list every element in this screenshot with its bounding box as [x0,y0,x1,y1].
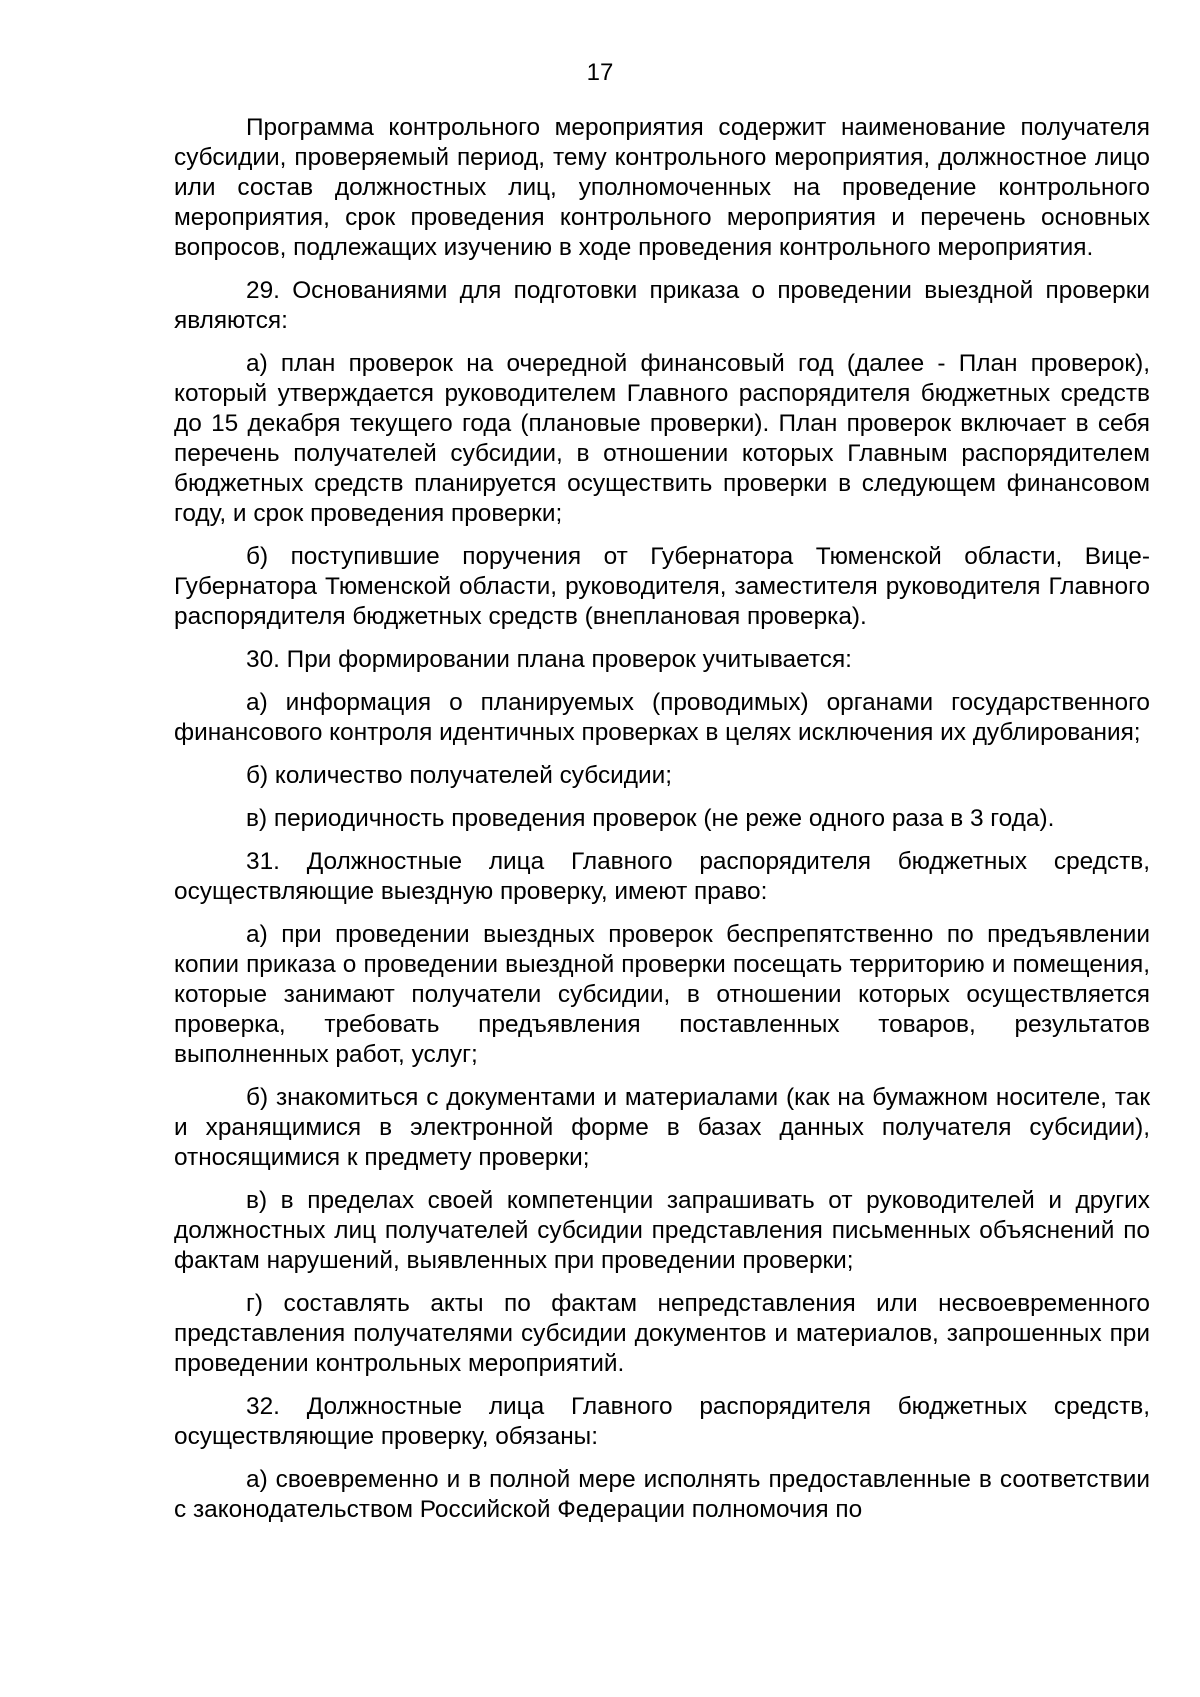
paragraph-31-b-documents: б) знакомиться с документами и материалами (как на бумажном носителе, так и хранящимися в электронной форме в базах данных получателя субсидии), относящимися к предмету проверки; [174,1084,1150,1171]
paragraph-31-a-access: а) при проведении выездных проверок беспрепятственно по предъявлении копии приказа о проведении выездной проверки посещать территорию и помещения, которые занимают получатели субсидии, в отношении которых осуществляется проверка, требовать предъявления поставленных товаров, результатов выполненных работ, услуг; [174,921,1150,1068]
page-number: 17 [586,59,614,86]
paragraph-32-duties: 32. Должностные лица Главного распорядителя бюджетных средств, осуществляющие проверку, обязаны: [174,1393,1150,1450]
paragraph-30-b-count: б) количество получателей субсидии; [246,762,673,789]
paragraph-32-a-execute: а) своевременно и в полной мере исполнять предоставленные в соответствии с законодательством Российской Федерации полномочия по [174,1466,1150,1523]
paragraph-29-b-orders: б) поступившие поручения от Губернатора Тюменской области, Вице-Губернатора Тюменской области, руководителя, заместителя руководителя Главного распорядителя бюджетных средств (внеплановая проверка). [174,543,1150,630]
paragraph-31-d-acts: г) составлять акты по фактам непредставления или несвоевременного представления получателями субсидии документов и материалов, запрошенных при проведении контрольных мероприятий. [174,1290,1150,1377]
paragraph-31-rights: 31. Должностные лица Главного распорядителя бюджетных средств, осуществляющие выездную проверку, имеют право: [174,848,1150,905]
paragraph-29-grounds: 29. Основаниями для подготовки приказа о проведении выездной проверки являются: [174,277,1150,334]
paragraph-30-a-information: а) информация о планируемых (проводимых) органами государственного финансового контроля идентичных проверках в целях исключения их дублирования; [174,689,1150,746]
paragraph-30-plan-factors: 30. При формировании плана проверок учитывается: [246,646,852,673]
paragraph-29-a-plan: а) план проверок на очередной финансовый год (далее - План проверок), который утверждается руководителем Главного распорядителя бюджетных средств до 15 декабря текущего года (плановые проверки). План проверок включает в себя перечень получателей субсидии, в отношении которых Главным распорядителем бюджетных средств планируется осуществить проверки в следующем финансовом году, и срок проведения проверки; [174,350,1150,527]
paragraph-31-c-requests: в) в пределах своей компетенции запрашивать от руководителей и других должностных лиц получателей субсидии представления письменных объяснений по фактам нарушений, выявленных при проведении проверки; [174,1187,1150,1274]
paragraph-30-c-frequency: в) периодичность проведения проверок (не реже одного раза в 3 года). [246,805,1055,832]
paragraph-program-content: Программа контрольного мероприятия содержит наименование получателя субсидии, проверяемый период, тему контрольного мероприятия, должностное лицо или состав должностных лиц, уполномоченных на проведение контрольного мероприятия, срок проведения контрольного мероприятия и перечень основных вопросов, подлежащих изучению в ходе проведения контрольного мероприятия. [174,114,1150,261]
document-body [174,113,1150,1525]
